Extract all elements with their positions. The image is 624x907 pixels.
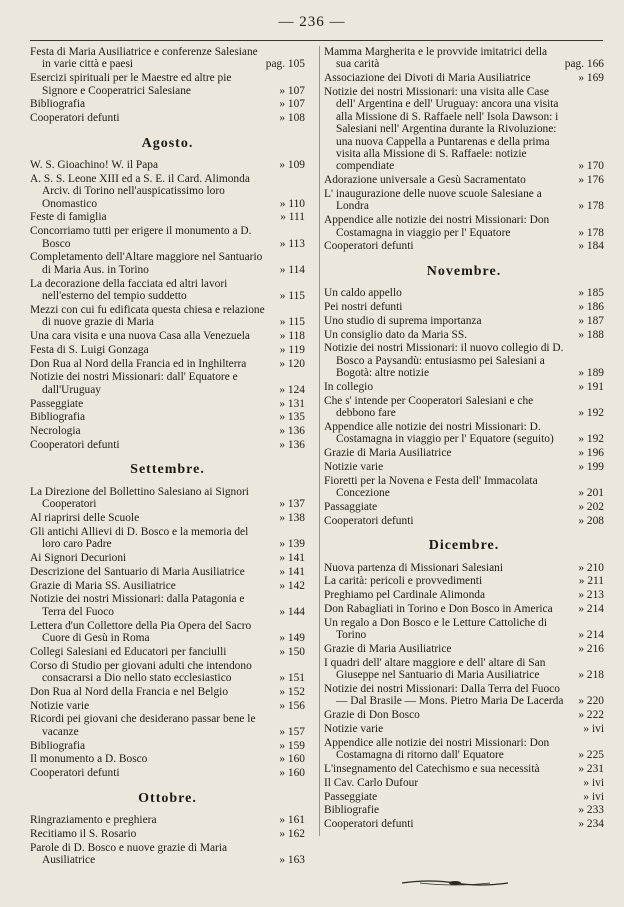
toc-entry — [30, 814, 305, 826]
toc-entry-page: » 214 — [578, 603, 604, 616]
toc-entry-page: » 110 — [279, 197, 305, 210]
toc-entry-title: Cooperatori defunti — [324, 240, 414, 253]
toc-entry-title: Esercizi spirituali per le Maestre ed altre pie Signore e Cooperatrici Salesiane — [30, 72, 232, 97]
toc-entry — [324, 804, 604, 816]
toc-entry — [324, 603, 604, 615]
toc-entry-page: » 185 — [578, 287, 604, 300]
toc-entry-page: » 118 — [279, 330, 305, 343]
toc-entry — [30, 646, 305, 658]
toc-entry — [30, 526, 305, 551]
toc-entry — [324, 777, 604, 789]
toc-entry — [30, 439, 305, 451]
toc-entry-title: Preghiamo pel Cardinale Alimonda — [324, 589, 486, 602]
toc-entry — [324, 683, 604, 708]
toc-entry — [30, 173, 305, 210]
end-ornament-icon — [400, 878, 510, 888]
toc-entry — [324, 818, 604, 830]
toc-entry-title: Nuova partenza di Missionari Salesiani — [324, 561, 504, 574]
toc-entry-title: Concorriamo tutti per erigere il monumento a D. Bosco — [30, 225, 252, 250]
toc-entry — [30, 740, 305, 752]
toc-entry-title: Pei nostri defunti — [324, 301, 403, 314]
toc-entry-title: Parole di D. Bosco e nuove grazie di Maria Ausiliatrice — [30, 841, 228, 867]
toc-entry — [30, 98, 305, 110]
toc-entry — [30, 552, 305, 564]
toc-entry — [324, 329, 604, 341]
toc-entry — [324, 174, 604, 186]
toc-entry-page: » 192 — [578, 407, 604, 420]
toc-entry-page: » 111 — [280, 211, 305, 224]
toc-entry-title: Mezzi con cui fu edificata questa chiesa e relazione di nuove grazie di Maria — [30, 303, 265, 329]
toc-entry-title: Cooperatori defunti — [30, 439, 120, 452]
toc-entry-page: » 201 — [578, 487, 604, 500]
toc-entry-page: » 137 — [279, 498, 305, 511]
toc-entry-page: » 218 — [578, 669, 604, 682]
toc-entry-page: » ivi — [583, 776, 604, 789]
toc-entry-title: Il Cav. Carlo Dufour — [324, 776, 419, 789]
toc-entry-title: Bibliografie — [324, 804, 380, 817]
toc-entry-page: » 184 — [578, 240, 604, 253]
toc-entry — [324, 617, 604, 642]
toc-entry-page: » 109 — [279, 159, 305, 172]
toc-entry — [324, 46, 604, 71]
month-heading: Agosto. — [141, 135, 194, 151]
toc-entry — [30, 593, 305, 618]
toc-entry — [324, 287, 604, 299]
toc-entry-title: Adorazione universale a Gesù Sacramentato — [324, 174, 526, 187]
toc-entry-page: pag. 166 — [564, 58, 604, 71]
toc-entry-title: Passeggiate — [324, 790, 378, 803]
toc-entry — [30, 512, 305, 524]
toc-entry-title: Notizie dei nostri Missionari: il nuovo collegio di D. Bosco a Paysandù: entusiasmo pei Salesiani a Bogotà: altre notizie — [324, 342, 564, 380]
toc-entry-page: » 216 — [578, 643, 604, 656]
toc-entry-page: » 213 — [578, 589, 604, 602]
toc-entry-title: Don Rabagliati in Torino e Don Bosco in America — [324, 603, 553, 616]
toc-entry-page: » 225 — [578, 749, 604, 762]
toc-entry-page: » 210 — [578, 561, 604, 574]
toc-entry-title: Ricordi pei giovani che desiderano passar bene le vacanze — [30, 713, 256, 738]
toc-entry-title: Una cara visita e una nuova Casa alla Venezuela — [30, 330, 250, 343]
toc-entry — [30, 580, 305, 592]
toc-entry-title: Bibliografia — [30, 411, 86, 424]
toc-entry-title: Un caldo appello — [324, 287, 402, 300]
toc-entry-page: » 124 — [279, 383, 305, 396]
toc-entry-page: » 151 — [279, 672, 305, 685]
toc-entry-title: Necrologia — [30, 425, 81, 438]
toc-entry-title: Appendice alle notizie dei nostri Missionari: Don Costamagna in viaggio per l' Equatore — [324, 214, 550, 239]
month-heading: Novembre. — [426, 263, 502, 279]
toc-entry-page: » 144 — [279, 605, 305, 618]
toc-entry-page: » 156 — [279, 699, 305, 712]
toc-entry-page: » 107 — [279, 84, 305, 97]
month-heading: Settembre. — [130, 462, 205, 478]
toc-entry-page: » 169 — [578, 72, 604, 85]
toc-entry-title: In collegio — [324, 381, 374, 394]
top-rule — [30, 40, 603, 41]
toc-entry-title: Recitiamo il S. Rosario — [30, 827, 137, 840]
toc-entry-page: » 162 — [279, 827, 305, 840]
toc-entry-title: Corso di Studio per giovani adulti che intendono consacrarsi a Dio nello stato ecclesiastico — [30, 659, 252, 685]
toc-entry-title: Fioretti per la Novena e Festa dell' Immacolata Concezione — [324, 474, 538, 500]
toc-entry-page: » 141 — [279, 552, 305, 565]
toc-entry — [30, 411, 305, 423]
toc-entry-page: » 115 — [279, 316, 305, 329]
toc-entry — [30, 330, 305, 342]
toc-entry-page: » 222 — [578, 709, 604, 722]
toc-entry-title: Descrizione del Santuario di Maria Ausiliatrice — [30, 565, 245, 578]
toc-entry-page: » 233 — [578, 804, 604, 817]
toc-entry-page: » 199 — [578, 461, 604, 474]
toc-entry-title: Un consiglio dato da Maria SS. — [324, 328, 468, 341]
toc-entry — [30, 486, 305, 511]
toc-entry-title: Notizie dei nostri Missionari: dall' Equatore e dall'Uruguay — [30, 371, 238, 396]
toc-entry — [30, 251, 305, 276]
left-column — [30, 46, 305, 868]
toc-entry-page: » 136 — [279, 425, 305, 438]
toc-entry-title: Cooperatori defunti — [324, 818, 414, 831]
toc-entry — [30, 425, 305, 437]
toc-entry-title: A. S. S. Leone XIII ed a S. E. il Card. Alimonda Arciv. di Torino nell'auspicatissimo loro Onomastico — [30, 172, 250, 210]
toc-entry-page: » 231 — [578, 763, 604, 776]
toc-entry-page: » ivi — [583, 723, 604, 736]
toc-entry — [324, 214, 604, 239]
toc-entry-title: Notizie dei nostri Missionari: dalla Patagonia e Terra del Fuoco — [30, 593, 245, 618]
toc-entry-title: Un regalo a Don Bosco e le Letture Cattoliche di Torino — [324, 616, 547, 642]
toc-entry — [324, 301, 604, 313]
toc-entry-title: Notizie varie — [324, 461, 384, 474]
toc-entry — [30, 842, 305, 867]
toc-entry — [324, 501, 604, 513]
toc-entry-page: » 115 — [279, 290, 305, 303]
toc-entry-page: » 119 — [279, 343, 305, 356]
toc-entry — [30, 225, 305, 250]
toc-entry — [324, 315, 604, 327]
toc-entry-title: Passeggiate — [30, 397, 84, 410]
toc-entry-title: Appendice alle notizie dei nostri Missionari: Don Costamagna di ritorno dall' Equatore — [324, 736, 550, 762]
toc-entry-page: » 163 — [279, 854, 305, 867]
toc-entry-page: » 186 — [578, 301, 604, 314]
toc-entry — [324, 381, 604, 393]
toc-entry — [30, 620, 305, 645]
toc-entry-title: Notizie dei nostri Missionari: Dalla Terra del Fuoco — Dal Brasile — Mons. Pietro Maria De Lacerda — [324, 683, 564, 708]
toc-entry-title: La Direzione del Bollettino Salesiano ai Signori Cooperatori — [30, 485, 249, 511]
toc-entry — [324, 575, 604, 587]
toc-entry — [324, 791, 604, 803]
toc-entry-page: » 211 — [578, 575, 604, 588]
toc-entry-page: » 113 — [279, 237, 305, 250]
toc-entry — [30, 278, 305, 303]
toc-entry — [324, 475, 604, 500]
toc-entry-title: Bibliografia — [30, 98, 86, 111]
toc-entry-title: Grazie di Don Bosco — [324, 709, 420, 722]
toc-entry-page: » 160 — [279, 767, 305, 780]
toc-entry-page: » 141 — [279, 565, 305, 578]
toc-entry-title: Festa di S. Luigi Gonzaga — [30, 343, 149, 356]
toc-entry-title: Cooperatori defunti — [30, 112, 120, 125]
toc-entry-page: » 107 — [279, 98, 305, 111]
toc-entry — [30, 371, 305, 396]
toc-entry-page: pag. 105 — [265, 58, 305, 71]
toc-entry — [324, 709, 604, 721]
toc-entry-title: Grazie di Maria Ausiliatrice — [324, 643, 452, 656]
toc-entry-title: Notizie dei nostri Missionari: una visita alle Case dell' Argentina e dell' Uruguay: ancora una visita alla Missione di S. Raffaele nell' Isola Dawson: i Salesiani nell' Argentina durante la Rivoluzione: una nuova Cappella a Puntarenas e della prima visita alla Missione di S. Raffaele: notizie compendiate — [324, 86, 559, 173]
toc-entry — [324, 421, 604, 446]
toc-entry-page: » 178 — [578, 200, 604, 213]
toc-entry — [30, 753, 305, 765]
toc-entry-page: » 108 — [279, 112, 305, 125]
page-number: — 236 — — [278, 14, 346, 30]
toc-entry-title: Completamento dell'Altare maggiore nel Santuario di Maria Aus. in Torino — [30, 251, 263, 276]
toc-entry — [324, 395, 604, 420]
toc-entry — [324, 643, 604, 655]
toc-entry — [30, 566, 305, 578]
toc-entry — [30, 72, 305, 97]
toc-entry-page: » 220 — [578, 695, 604, 708]
toc-entry — [30, 159, 305, 171]
toc-entry-title: La carità: pericoli e provvedimenti — [324, 575, 483, 588]
toc-entry-page: » 152 — [279, 685, 305, 698]
toc-entry-page: » 131 — [279, 397, 305, 410]
toc-entry-page: » 120 — [279, 357, 305, 370]
toc-entry-page: » 142 — [279, 579, 305, 592]
toc-entry-page: » 234 — [578, 818, 604, 831]
toc-entry-title: Lettera d'un Collettore della Pia Opera del Sacro Cuore di Gesù in Roma — [30, 619, 252, 645]
toc-entry-title: Ringraziamento e preghiera — [30, 814, 157, 827]
toc-entry — [30, 700, 305, 712]
toc-entry — [30, 344, 305, 356]
toc-entry-title: Ai Signori Decurioni — [30, 552, 127, 565]
toc-entry — [324, 515, 604, 527]
toc-entry-page: » 202 — [578, 501, 604, 514]
toc-entry — [30, 713, 305, 738]
toc-entry-title: Associazione dei Divoti di Maria Ausiliatrice — [324, 72, 531, 85]
toc-entry-page: » 187 — [578, 314, 604, 327]
toc-entry — [324, 86, 604, 173]
toc-entry-title: Collegi Salesiani ed Educatori per fanciulli — [30, 645, 227, 658]
toc-entry — [30, 828, 305, 840]
toc-entry-page: » 188 — [578, 328, 604, 341]
toc-entry-title: Don Rua al Nord della Francia e nel Belgio — [30, 685, 229, 698]
toc-entry-title: Notizie varie — [324, 723, 384, 736]
toc-entry-title: Notizie varie — [30, 699, 90, 712]
toc-entry — [324, 342, 604, 379]
toc-entry-title: Cooperatori defunti — [324, 514, 414, 527]
toc-entry-page: » 138 — [279, 512, 305, 525]
toc-entry — [324, 737, 604, 762]
toc-entry-title: Feste di famiglia — [30, 211, 107, 224]
toc-entry-title: Cooperatori defunti — [30, 767, 120, 780]
toc-entry-page: » 136 — [279, 439, 305, 452]
month-heading: Ottobre. — [138, 790, 197, 806]
toc-entry-title: Passaggiate — [324, 501, 378, 514]
toc-entry-page: » 178 — [578, 226, 604, 239]
toc-entry-page: » 160 — [279, 753, 305, 766]
toc-entry — [30, 660, 305, 685]
toc-entry — [324, 589, 604, 601]
month-heading: Dicembre. — [428, 538, 500, 554]
toc-entry-page: » 192 — [578, 433, 604, 446]
toc-entry-title: L' inaugurazione delle nuove scuole Salesiane a Londra — [324, 188, 542, 213]
toc-entry-page: » 189 — [578, 367, 604, 380]
toc-entry-page: » 114 — [279, 263, 305, 276]
toc-entry-page: » 139 — [279, 538, 305, 551]
toc-entry — [30, 767, 305, 779]
toc-entry-title: Al riaprirsi delle Scuole — [30, 512, 140, 525]
toc-entry — [324, 562, 604, 574]
toc-entry-title: I quadri dell' altare maggiore e dell' altare di San Giuseppe nel Santuario di Maria Ausiliatrice — [324, 656, 546, 682]
toc-entry-title: Che s' intende per Cooperatori Salesiani e che debbono fare — [324, 394, 534, 420]
toc-entry-page: » ivi — [583, 790, 604, 803]
toc-entry — [30, 46, 305, 71]
toc-entry — [324, 461, 604, 473]
toc-entry-page: » 208 — [578, 514, 604, 527]
toc-entry-page: » 149 — [279, 632, 305, 645]
toc-entry-title: Grazie di Maria Ausiliatrice — [324, 447, 452, 460]
toc-entry-title: Bibliografia — [30, 739, 86, 752]
toc-entry-title: Don Rua al Nord della Francia ed in Inghilterra — [30, 357, 247, 370]
toc-entry-title: Il monumento a D. Bosco — [30, 753, 148, 766]
toc-entry — [30, 112, 305, 124]
toc-entry-title: Festa di Maria Ausiliatrice e conferenze Salesiane in varie città e paesi — [30, 46, 258, 71]
toc-entry — [324, 723, 604, 735]
toc-entry-page: » 176 — [578, 174, 604, 187]
toc-entry-title: W. S. Gioachino! W. il Papa — [30, 159, 159, 172]
toc-entry-title: Gli antichi Allievi di D. Bosco e la memoria del loro caro Padre — [30, 525, 249, 551]
right-column — [319, 46, 604, 836]
toc-entry — [30, 358, 305, 370]
toc-entry — [324, 763, 604, 775]
toc-entry — [324, 188, 604, 213]
toc-entry-page: » 161 — [279, 814, 305, 827]
toc-entry-title: Grazie di Maria SS. Ausiliatrice — [30, 579, 176, 592]
toc-entry-page: » 196 — [578, 447, 604, 460]
toc-entry — [30, 211, 305, 223]
toc-entry — [30, 304, 305, 329]
toc-entry-page: » 170 — [578, 160, 604, 173]
toc-entry — [324, 72, 604, 84]
toc-entry-title: La decorazione della facciata ed altri lavori nell'esterno del tempio suddetto — [30, 277, 228, 303]
toc-entry — [324, 447, 604, 459]
toc-entry-page: » 191 — [578, 381, 604, 394]
toc-entry-page: » 214 — [578, 629, 604, 642]
toc-entry-page: » 157 — [279, 725, 305, 738]
toc-entry-page: » 135 — [279, 411, 305, 424]
toc-entry-title: Uno studio di suprema importanza — [324, 314, 482, 327]
toc-entry — [324, 240, 604, 252]
toc-entry-title: L'insegnamento del Catechismo e sua necessità — [324, 763, 540, 776]
toc-entry — [324, 657, 604, 682]
toc-entry-page: » 159 — [279, 739, 305, 752]
toc-entry — [30, 398, 305, 410]
toc-entry-title: Appendice alle notizie dei nostri Missionari: D. Costamagna in viaggio per l' Equatore (seguito) — [324, 421, 554, 446]
toc-entry-title: Mamma Margherita e le provvide imitatrici della sua carità — [324, 46, 548, 71]
toc-entry — [30, 686, 305, 698]
toc-entry-page: » 150 — [279, 645, 305, 658]
